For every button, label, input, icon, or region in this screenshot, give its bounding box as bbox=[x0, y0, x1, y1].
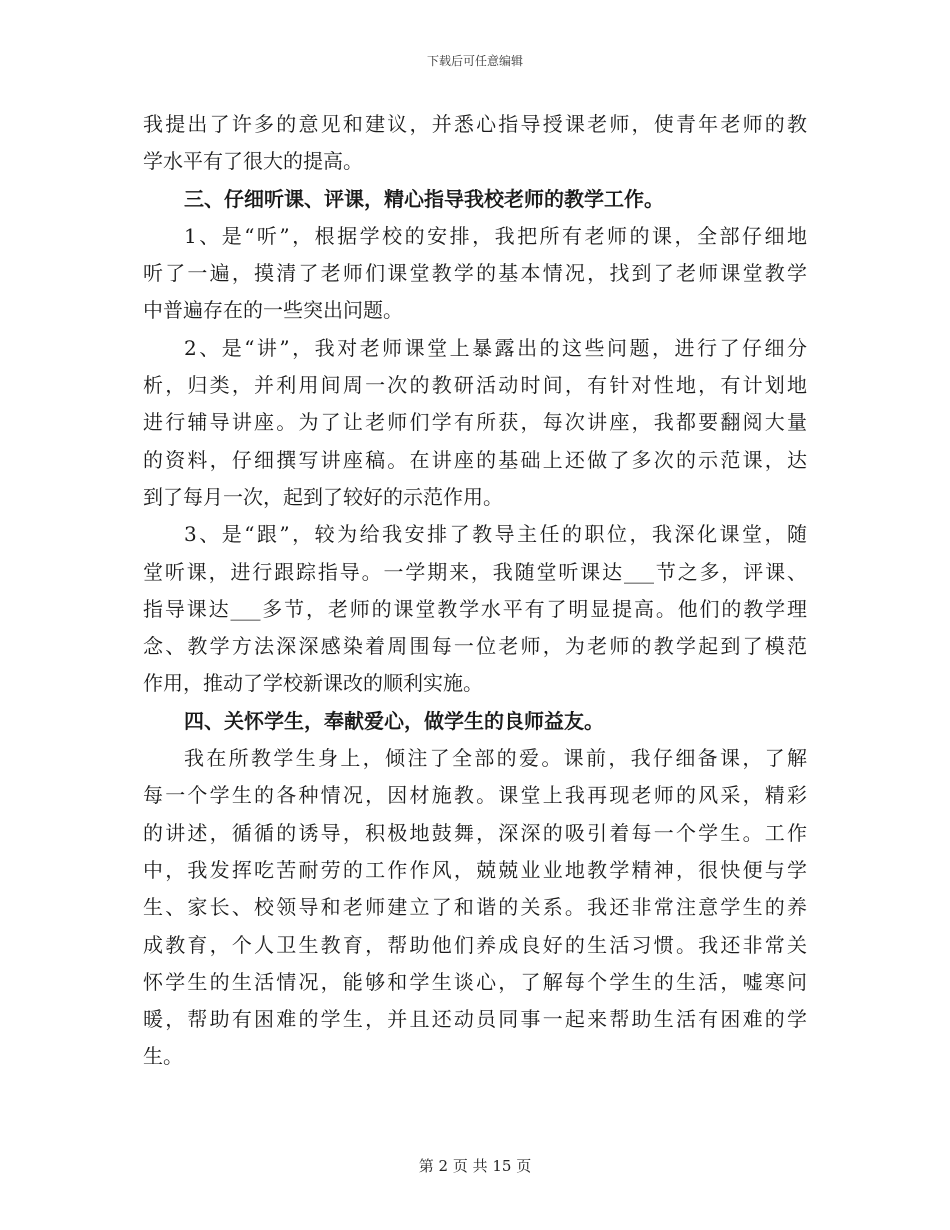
text-line: 中，我发挥吃苦耐劳的工作作风，兢兢业业地教学精神，很快便与学 bbox=[143, 857, 807, 882]
text-line: 析，归类，并利用间周一次的教研活动时间，有针对性地，有计划地 bbox=[143, 373, 807, 398]
header-note: 下载后可任意编辑 bbox=[426, 54, 523, 68]
text-line: 的资料，仔细撰写讲座稿。在讲座的基础上还做了多次的示范课，达 bbox=[143, 447, 807, 472]
text-line: 到了每月一次，起到了较好的示范作用。 bbox=[143, 484, 503, 509]
text-line: 暖，帮助有困难的学生，并且还动员同事一起来帮助生活有困难的学 bbox=[143, 1007, 807, 1032]
text-line: 指导课达___多节，老师的课堂教学水平有了明显提高。他们的教学理 bbox=[143, 596, 807, 621]
text-line: 我在所教学生身上，倾注了全部的爱。课前，我仔细备课，了解 bbox=[184, 746, 807, 771]
document-body bbox=[143, 106, 807, 1076]
text-line: 1、是“听”，根据学校的安排，我把所有老师的课，全部仔细地 bbox=[184, 223, 807, 248]
text-line: 听了一遍，摸清了老师们课堂教学的基本情况，找到了老师课堂教学 bbox=[143, 261, 807, 286]
text-line: 生、家长、校领导和老师建立了和谐的关系。我还非常注意学生的养 bbox=[143, 895, 807, 920]
text-line: 2、是“讲”，我对老师课堂上暴露出的这些问题，进行了仔细分 bbox=[184, 335, 807, 360]
text-line: 成教育，个人卫生教育，帮助他们养成良好的生活习惯。我还非常关 bbox=[143, 932, 807, 957]
page-number: 第 2 页 共 15 页 bbox=[418, 1157, 532, 1175]
text-line: 生。 bbox=[143, 1044, 183, 1069]
section-heading: 四、关怀学生，奉献爱心，做学生的良师益友。 bbox=[184, 708, 604, 733]
text-line: 3、是“跟”，较为给我安排了教导主任的职位，我深化课堂，随 bbox=[184, 522, 807, 547]
text-line: 怀学生的生活情况，能够和学生谈心，了解每个学生的生活，嘘寒问 bbox=[143, 969, 807, 994]
text-line: 我提出了许多的意见和建议，并悉心指导授课老师，使青年老师的教 bbox=[143, 112, 807, 136]
text-line: 念、教学方法深深感染着周围每一位老师，为老师的教学起到了模范 bbox=[143, 634, 807, 659]
text-line: 进行辅导讲座。为了让老师们学有所获，每次讲座，我都要翻阅大量 bbox=[143, 410, 807, 435]
text-line: 的讲述，循循的诱导，积极地鼓舞，深深的吸引着每一个学生。工作 bbox=[143, 820, 807, 845]
text-line: 堂听课，进行跟踪指导。一学期来，我随堂听课达___节之多，评课、 bbox=[143, 559, 807, 584]
text-line: 每一个学生的各种情况，因材施教。课堂上我再现老师的风采，精彩 bbox=[143, 783, 807, 808]
text-line: 学水平有了很大的提高。 bbox=[143, 149, 363, 174]
section-heading: 三、仔细听课、评课，精心指导我校老师的教学工作。 bbox=[184, 186, 664, 211]
text-line: 中普遍存在的一些突出问题。 bbox=[143, 298, 403, 323]
text-line: 作用，推动了学校新课改的顺利实施。 bbox=[143, 671, 483, 696]
